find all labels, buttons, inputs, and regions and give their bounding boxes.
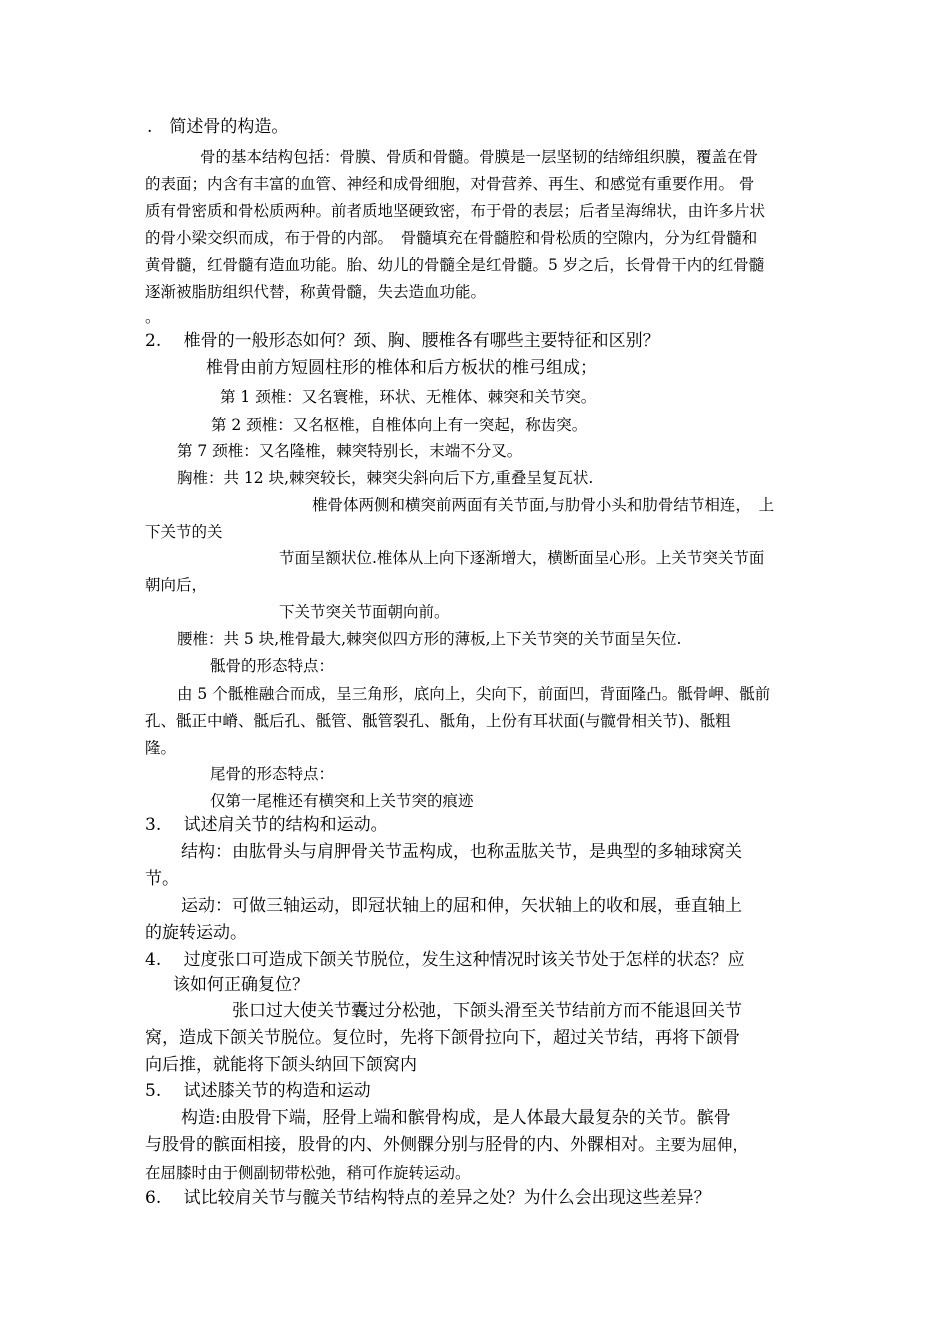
q4-heading-b: 该如何正确复位？ <box>173 975 309 995</box>
q5-answer-c: 在屈膝时由于侧副韧带松弛，稍可作旋转运动。 <box>145 1164 471 1182</box>
q4-answer-b: 窝，造成下颌关节脱位。复位时，先将下颌骨拉向下，超过关节结，再将下颌骨 <box>145 1028 740 1048</box>
q2-sacrum-b: 孔、骶正中嵴、骶后孔、骶管、骶管裂孔、骶角，上份有耳状面(与髋骨相关节)、骶粗 <box>145 712 731 730</box>
q2-sacrum-c: 隆。 <box>145 739 177 757</box>
q2-thoracic: 胸椎：共 12 块,棘突较长，棘突尖斜向后下方,重叠呈复瓦状. <box>177 469 594 487</box>
q3-motion-b: 的旋转运动。 <box>145 923 247 943</box>
q2-cervical-7: 第 7 颈椎：又名隆椎，棘突特别长，末端不分叉。 <box>177 442 523 460</box>
q1-line-6: 逐渐被脂肪组织代替，称黄骨髓，失去造血功能。 <box>145 283 487 301</box>
q5-answer-b <box>145 1137 748 1154</box>
q3-structure-b: 节。 <box>145 869 179 889</box>
q2-coccyx-title: 尾骨的形态特点： <box>210 765 335 783</box>
q2-intro: 椎骨由前方短圆柱形的椎体和后方板状的椎弓组成； <box>206 358 597 378</box>
q1-line-5: 黄骨髓，红骨髓有造血功能。胎、幼儿的骨髓全是红骨髓。5 岁之后，长骨骨干内的红骨髓 <box>145 256 765 274</box>
q2-thoracic-detail-d: 朝向后， <box>145 576 208 594</box>
q2-cervical-2: 第 2 颈椎：又名枢椎，自椎体向上有一突起，称齿突。 <box>211 416 588 434</box>
q3-structure-a: 结构：由肱骨头与肩胛骨关节盂构成，也称盂肱关节，是典型的多轴球窝关 <box>181 842 742 862</box>
q2-coccyx: 仅第一尾椎还有横突和上关节突的痕迹 <box>210 792 474 810</box>
q2-cervical-1: 第 1 颈椎：又名寰椎，环状、无椎体、棘突和关节突。 <box>220 388 597 406</box>
q1-line-1: 骨的基本结构包括：骨膜、骨质和骨髓。骨膜是一层坚韧的结缔组织膜，覆盖在骨 <box>200 148 759 166</box>
q5-answer-a: 构造:由股骨下端，胫骨上端和髌骨构成，是人体最大最复杂的关节。髌骨 <box>181 1108 731 1128</box>
q5-heading: 5. 试述膝关节的构造和运动 <box>145 1081 371 1101</box>
q3-motion-a: 运动：可做三轴运动，即冠状轴上的屈和伸，矢状轴上的收和展，垂直轴上 <box>181 896 742 916</box>
q4-heading-a: 4. 过度张口可造成下颌关节脱位，发生这种情况时该关节处于怎样的状态？应 <box>145 950 745 970</box>
q1-heading: . 简述骨的构造。 <box>147 117 289 137</box>
q2-sacrum-a: 由 5 个骶椎融合而成，呈三角形，底向上，尖向下，前面凹，背面隆凸。骶骨岬、骶前 <box>177 685 771 703</box>
q5-answer-b-main: 与股骨的髌面相接，股骨的内、外侧髁分别与胫骨的内、外髁相对。 <box>145 1135 655 1155</box>
q1-line-4: 的骨小梁交织而成，布于骨的内部。 骨髓填充在骨髓腔和骨松质的空隙内，分为红骨髓和 <box>145 229 758 247</box>
q2-lumbar: 腰椎：共 5 块,椎骨最大,棘突似四方形的薄板,上下关节突的关节面呈矢位. <box>177 630 682 648</box>
q2-thoracic-detail-c: 节面呈额状位.椎体从上向下逐渐增大，横断面呈心形。上关节突关节面 <box>279 549 765 567</box>
q3-heading: 3. 试述肩关节的结构和运动。 <box>145 815 388 835</box>
q2-thoracic-detail-b: 下关节的关 <box>145 523 223 541</box>
q1-line-2: 的表面；内含有丰富的血管、神经和成骨细胞，对骨营养、再生、和感觉有重要作用。 骨 <box>145 175 755 193</box>
q2-heading: 2. 椎骨的一般形态如何？颈、胸、腰椎各有哪些主要特征和区别？ <box>145 331 660 351</box>
q2-sacrum-title: 骶骨的形态特点： <box>210 657 335 675</box>
q2-thoracic-detail-e: 下关节突关节面朝向前。 <box>279 603 450 621</box>
q1-line-3: 质有骨密质和骨松质两种。前者质地坚硬致密，布于骨的表层；后者呈海绵状，由许多片状 <box>145 202 766 220</box>
q2-thoracic-detail-a: 椎骨体两侧和横突前两面有关节面,与肋骨小头和肋骨结节相连， 上 <box>312 496 775 514</box>
q1-trailing-mark: 。 <box>145 308 161 326</box>
q4-answer-c: 向后推，就能将下颌头纳回下颌窝内 <box>145 1055 417 1075</box>
q5-answer-b-small: 主要为屈伸， <box>655 1136 749 1154</box>
q6-heading: 6. 试比较肩关节与髋关节结构特点的差异之处？为什么会出现这些差异？ <box>145 1188 711 1208</box>
q4-answer-a: 张口过大使关节囊过分松弛，下颌头滑至关节结前方而不能退回关节 <box>232 1001 742 1021</box>
